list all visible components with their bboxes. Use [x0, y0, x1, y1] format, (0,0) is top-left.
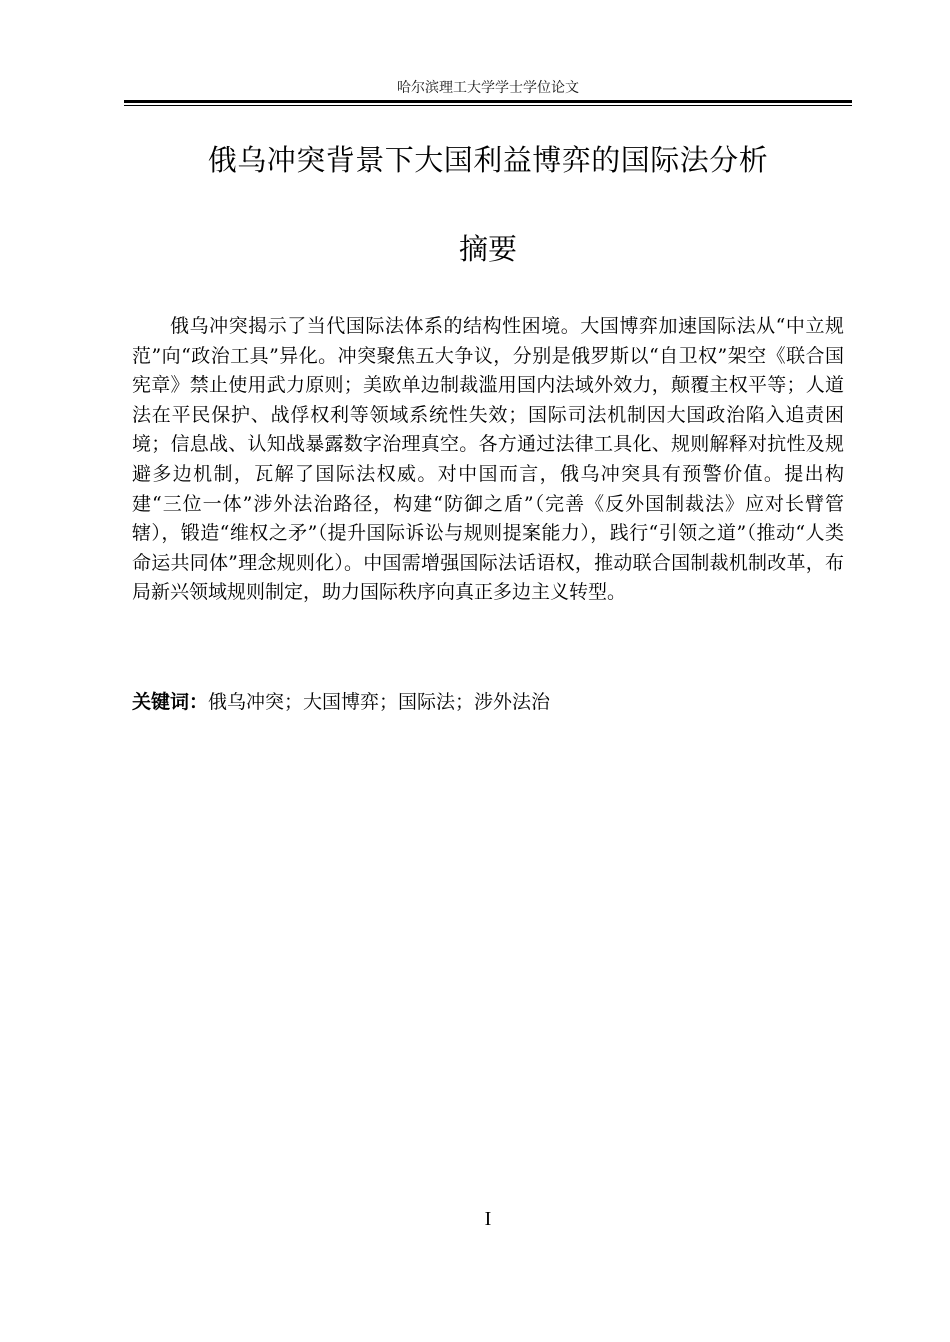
keywords-items: 俄乌冲突；大国博弈；国际法；涉外法治 — [208, 691, 551, 713]
running-header: 哈尔滨理工大学学士学位论文 — [397, 80, 579, 96]
page-number: I — [484, 1208, 492, 1230]
abstract-body: 俄乌冲突揭示了当代国际法体系的结构性困境。大国博弈加速国际法从“中立规范”向“政治工具”异化。冲突聚焦五大争议，分别是俄罗斯以“自卫权”架空《联合国宪章》禁止使用武力原则；美欧单边制裁滥用国内法域外效力，颠覆主权平等；人道法在平民保护、战俘权利等领域系统性失效；国际司法机制因大国政治陷入追责困境；信息战、认知战暴露数字治理真空。各方通过法律工具化、规则解释对抗性及规避多边机制，瓦解了国际法权威。对中国而言，俄乌冲突具有预警价值。提出构建“三位一体”涉外法治路径，构建“防御之盾”（完善《反外国制裁法》应对长臂管辖），锻造“维权之矛”（提升国际诉讼与规则提案能力），践行“引领之道”（推动“人类命运共同体”理念规则化）。中国需增强国际法话语权，推动联合国制裁机制改革，布局新兴领域规则制定，助力国际秩序向真正多边主义转型。 — [132, 315, 844, 604]
header-rule-thin — [124, 105, 852, 106]
thesis-title: 俄乌冲突背景下大国利益博弈的国际法分析 — [207, 143, 769, 177]
keywords-line — [132, 688, 844, 716]
abstract-heading: 摘要 — [458, 232, 517, 266]
keywords-label: 关键词： — [132, 691, 209, 713]
header-rule-thick — [124, 100, 852, 103]
